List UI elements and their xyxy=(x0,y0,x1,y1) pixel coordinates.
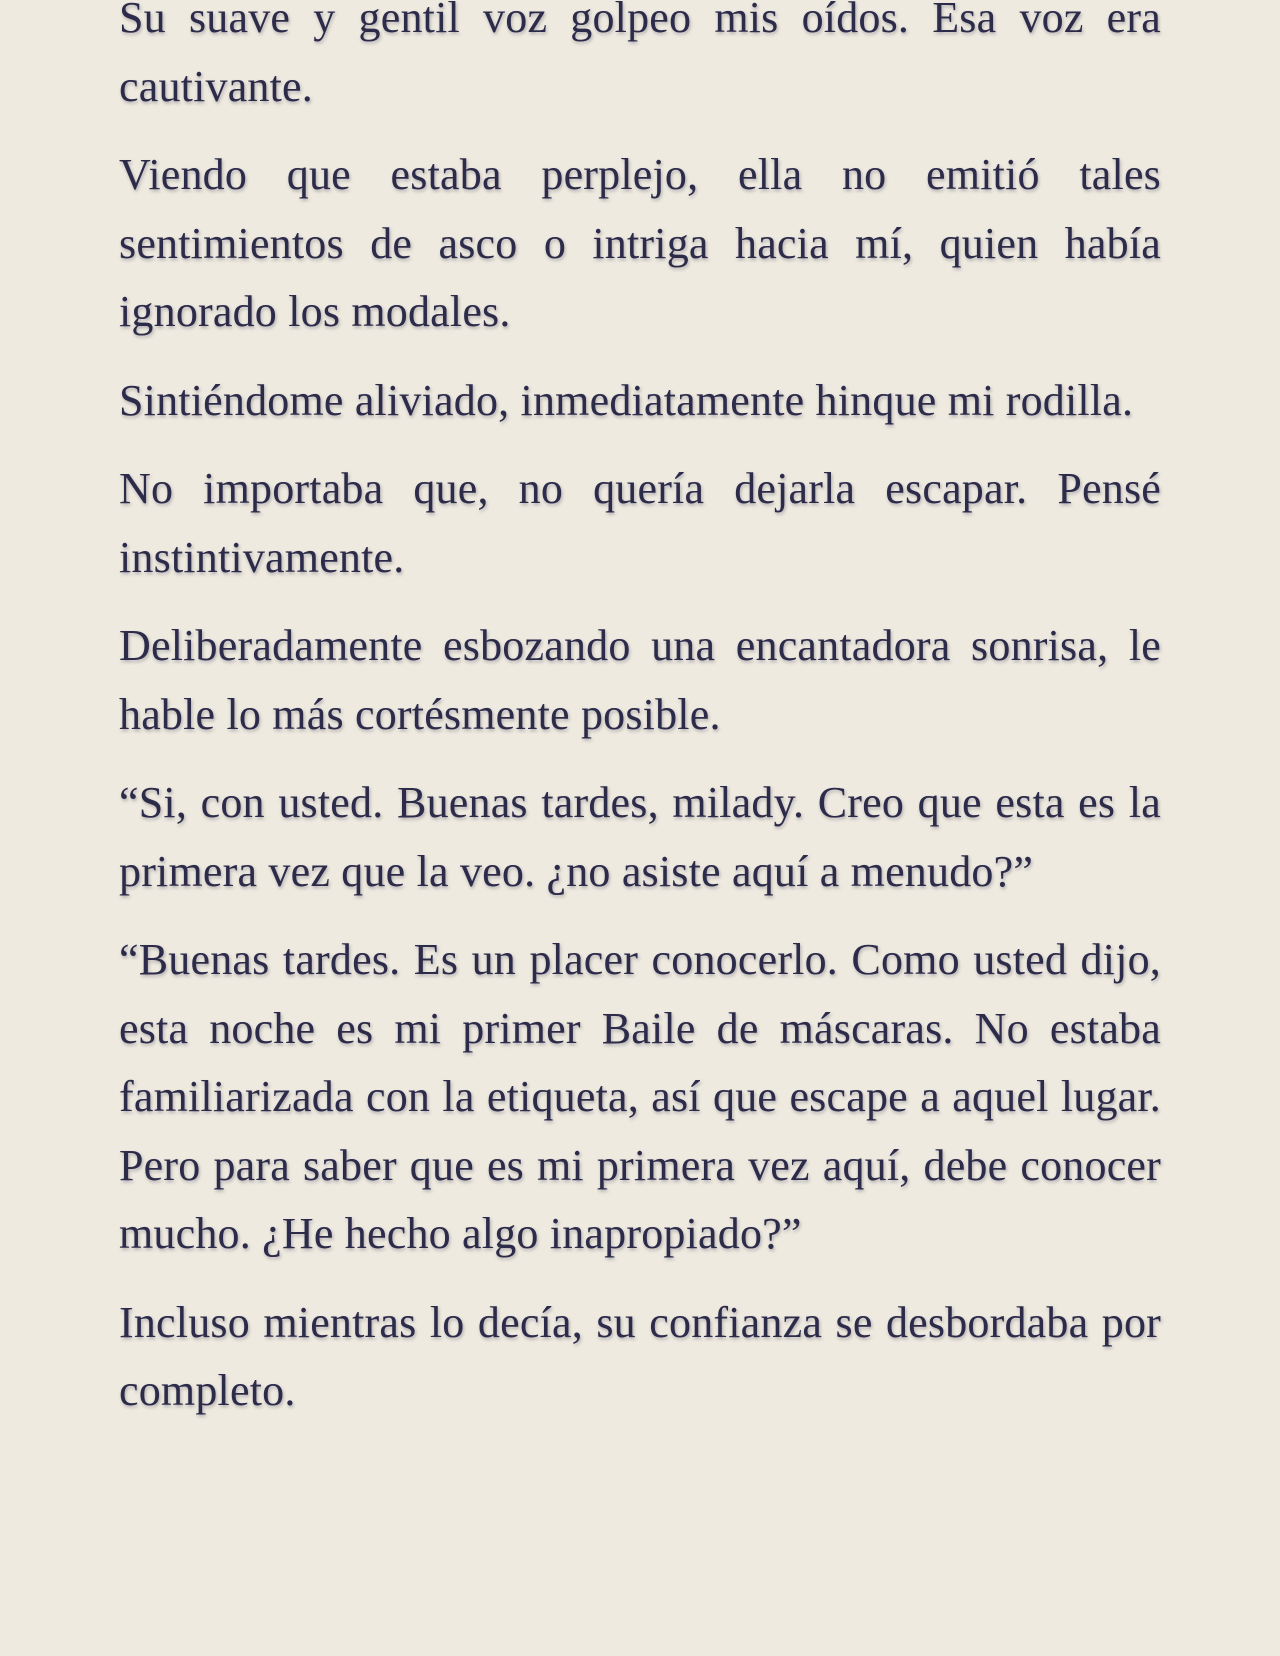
paragraph: Deliberadamente esbozando una encantadora sonrisa, le hable lo más cortésmente posible. xyxy=(119,621,1161,739)
paragraph: Sintiéndome aliviado, inmediatamente hinque mi rodilla. xyxy=(119,375,1134,425)
dialogue-paragraph: “Buenas tardes. Es un placer conocerlo. Como usted dijo, esta noche es mi primer Baile de máscaras. No estaba familiarizada con la etiqueta, así que escape a aquel lugar. Pero para saber que es mi primera vez aquí, debe conocer mucho. ¿He hecho algo inapropiado?” xyxy=(119,935,1161,1258)
paragraph: Su suave y gentil voz golpeo mis oídos. Esa voz era cautivante. xyxy=(119,0,1161,111)
text-body xyxy=(119,0,1161,1446)
paragraph: No importaba que, no quería dejarla escapar. Pensé instintivamente. xyxy=(119,464,1161,582)
paragraph: Incluso mientras lo decía, su confianza se desbordaba por completo. xyxy=(119,1297,1161,1415)
dialogue-paragraph: “Si, con usted. Buenas tardes, milady. Creo que esta es la primera vez que la veo. ¿no asiste aquí a menudo?” xyxy=(119,778,1161,896)
paragraph: Viendo que estaba perplejo, ella no emitió tales sentimientos de asco o intriga hacia mí, quien había ignorado los modales. xyxy=(119,150,1161,336)
